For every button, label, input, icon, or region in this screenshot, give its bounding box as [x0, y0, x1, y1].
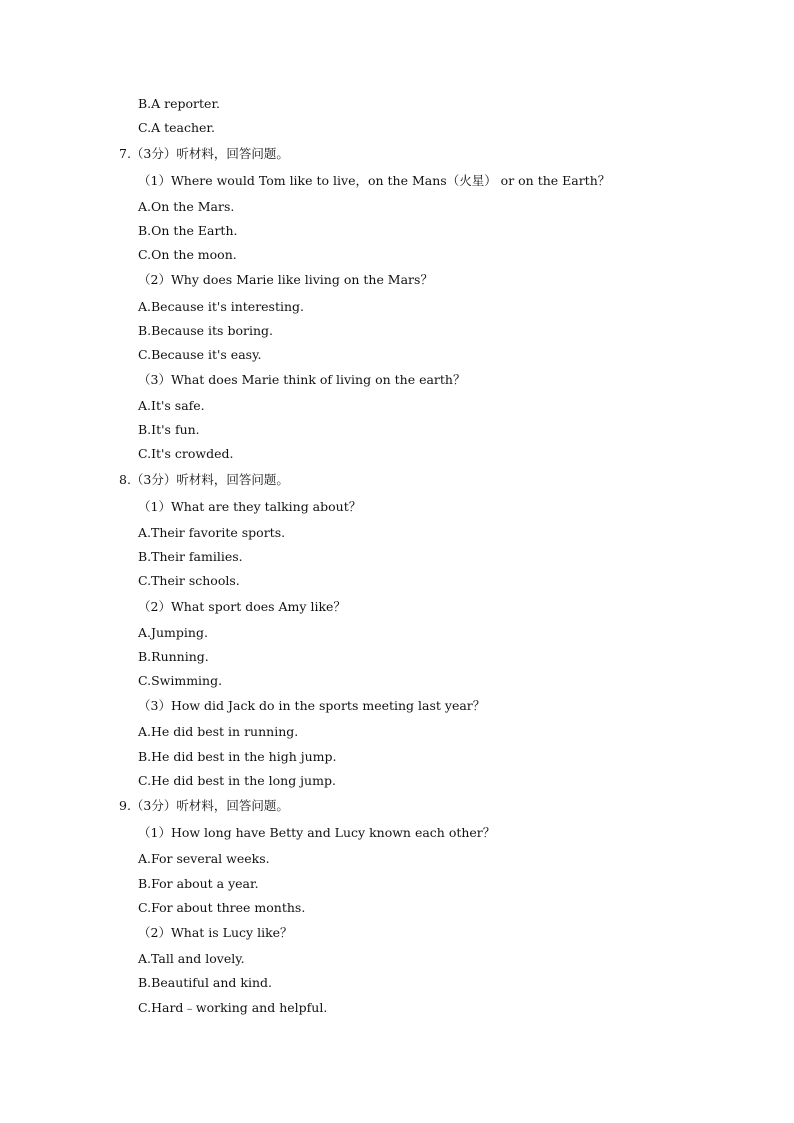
option-c: C.Swimming.	[138, 673, 223, 688]
option-a: A.He did best in running.	[138, 724, 299, 739]
option-c: C.Because it's easy.	[138, 347, 262, 362]
option-c: C.On the moon.	[138, 247, 237, 262]
option-a: A.It's safe.	[138, 398, 205, 413]
option-b: B.Because its boring.	[138, 323, 273, 338]
option-c: C.Their schools.	[138, 573, 240, 588]
option-b: B.A reporter.	[138, 96, 221, 111]
option-a: A.On the Mars.	[138, 199, 235, 214]
question-9-header: 9.（3分）听材料，回答问题。	[119, 798, 289, 813]
question-9-1-prompt: （1）How long have Betty and Lucy known each other？	[138, 825, 496, 840]
option-c: C.For about three months.	[138, 900, 306, 915]
question-8-2-prompt: （2）What sport does Amy like？	[138, 599, 346, 614]
question-7-header: 7.（3分）听材料，回答问题。	[119, 146, 289, 161]
question-8-3-prompt: （3）How did Jack do in the sports meeting last year？	[138, 698, 486, 713]
option-b: B.Running.	[138, 649, 209, 664]
option-c: C.It's crowded.	[138, 446, 234, 461]
option-a: A.For several weeks.	[138, 851, 270, 866]
option-a: A.Tall and lovely.	[138, 951, 245, 966]
option-a: A.Jumping.	[138, 625, 208, 640]
question-9-2-prompt: （2）What is Lucy like？	[138, 925, 293, 940]
option-b: B.For about a year.	[138, 876, 259, 891]
question-8-1-prompt: （1）What are they talking about？	[138, 499, 362, 514]
question-8-header: 8.（3分）听材料，回答问题。	[119, 472, 289, 487]
question-7-1-prompt: （1）Where would Tom like to live，on the Mans（火星） or on the Earth？	[138, 173, 611, 188]
option-b: B.Their families.	[138, 549, 243, 564]
option-b: B.On the Earth.	[138, 223, 238, 238]
question-7-2-prompt: （2）Why does Marie like living on the Mars？	[138, 272, 433, 287]
option-a: A.Their favorite sports.	[138, 525, 286, 540]
question-7-3-prompt: （3）What does Marie think of living on the earth？	[138, 372, 466, 387]
option-c: C.A teacher.	[138, 120, 215, 135]
option-c: C.Hard﹣working and helpful.	[138, 1000, 328, 1015]
option-c: C.He did best in the long jump.	[138, 773, 336, 788]
option-b: B.He did best in the high jump.	[138, 749, 337, 764]
option-a: A.Because it's interesting.	[138, 299, 305, 314]
option-b: B.Beautiful and kind.	[138, 975, 272, 990]
option-b: B.It's fun.	[138, 422, 200, 437]
